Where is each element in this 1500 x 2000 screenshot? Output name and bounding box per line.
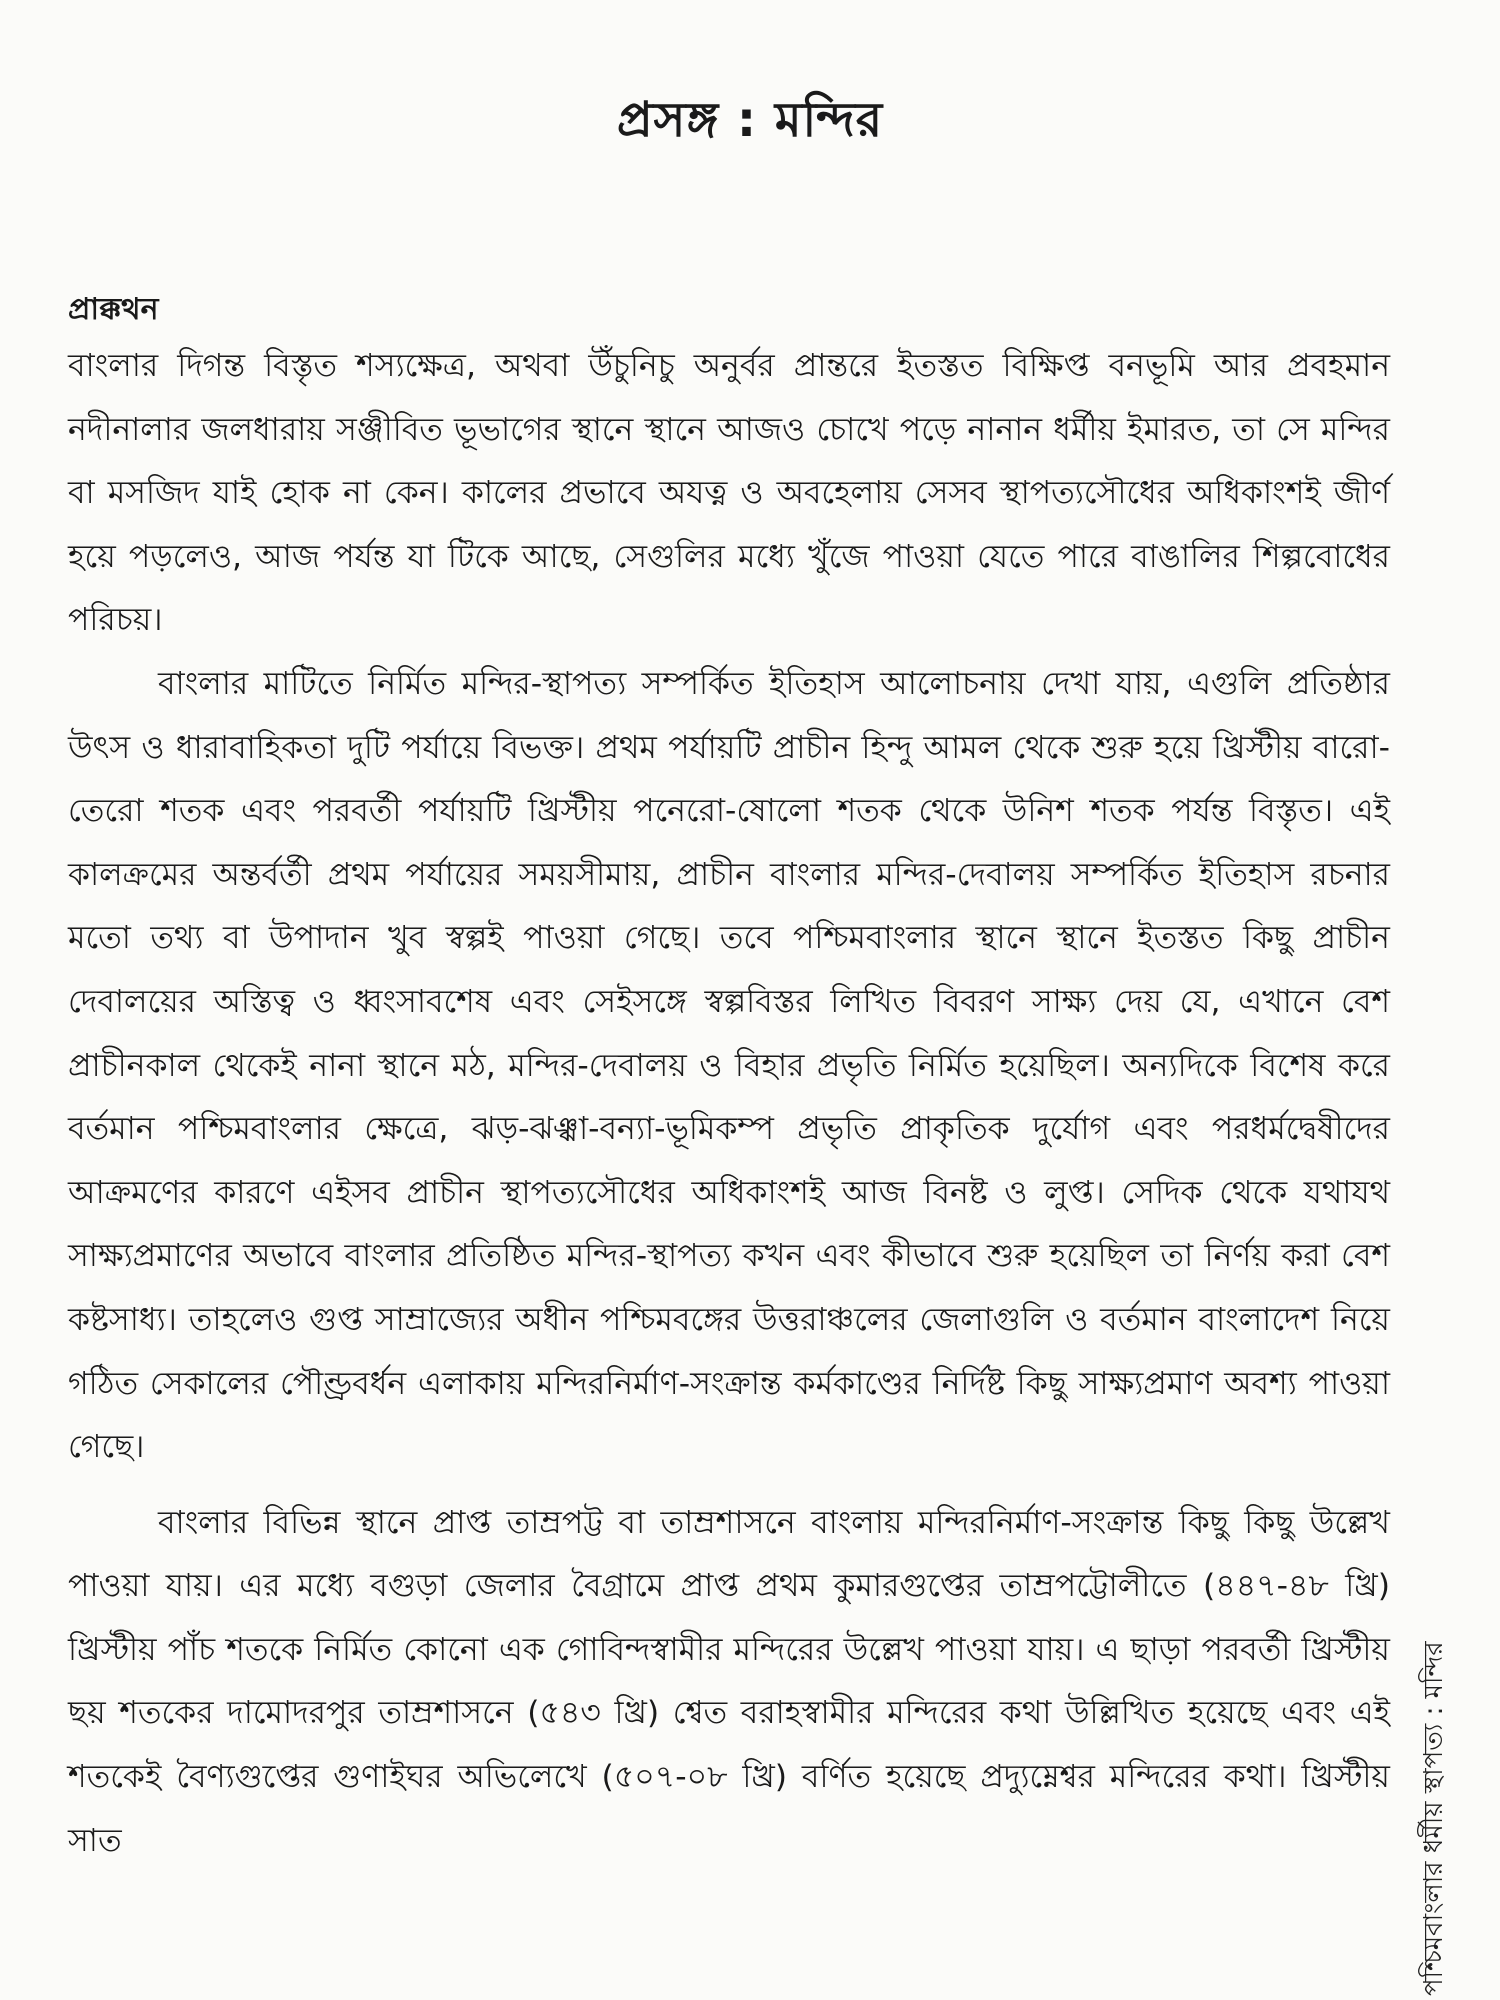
paragraph-1: বাংলার দিগন্ত বিস্তৃত শস্যক্ষেত্র, অথবা উঁচুনিচু অনুর্বর প্রান্তরে ইতস্তত বিক্ষিপ্ত বনভূমি আর প্রবহমান নদীনালার জলধারায় সঞ্জীবিত ভূভাগের স্থানে স্থানে আজও চোখে পড়ে নানান ধর্মীয় ইমারত, তা সে মন্দির বা মসজিদ যাই হোক না কেন। কালের প্রভাবে অযত্ন ও অবহেলায় সেসব স্থাপত্যসৌধের অধিকাংশই জীর্ণ হয়ে পড়লেও, আজ পর্যন্ত যা টিকে আছে, সেগুলির মধ্যে খুঁজে পাওয়া যেতে পারে বাঙালির শিল্পবোধের পরিচয়। [68, 348, 1390, 639]
side-header-text: পশ্চিমবাংলার ধর্মীয় স্থাপত্য : মন্দির [1419, 1641, 1449, 1996]
section-heading: প্রাক্কথন [68, 292, 159, 327]
document-body [68, 285, 1390, 1873]
page-title: প্রসঙ্গ : মন্দির [616, 92, 884, 148]
paragraph-2: বাংলার মাটিতে নির্মিত মন্দির-স্থাপত্য সম্পর্কিত ইতিহাস আলোচনায় দেখা যায়, এগুলি প্রতিষ্ঠার উৎস ও ধারাবাহিকতা দুটি পর্যায়ে বিভক্ত। প্রথম পর্যায়টি প্রাচীন হিন্দু আমল থেকে শুরু হয়ে খ্রিস্টীয় বারো-তেরো শতক এবং পরবর্তী পর্যায়টি খ্রিস্টীয় পনেরো-ষোলো শতক থেকে উনিশ শতক পর্যন্ত বিস্তৃত। এই কালক্রমের অন্তর্বর্তী প্রথম পর্যায়ের সময়সীমায়, প্রাচীন বাংলার মন্দির-দেবালয় সম্পর্কিত ইতিহাস রচনার মতো তথ্য বা উপাদান খুব স্বল্পই পাওয়া গেছে। তবে পশ্চিমবাংলার স্থানে স্থানে ইতস্তত কিছু প্রাচীন দেবালয়ের অস্তিত্ব ও ধ্বংসাবশেষ এবং সেইসঙ্গে স্বল্পবিস্তর লিখিত বিবরণ সাক্ষ্য দেয় যে, এখানে বেশ প্রাচীনকাল থেকেই নানা স্থানে মঠ, মন্দির-দেবালয় ও বিহার প্রভৃতি নির্মিত হয়েছিল। অন্যদিকে বিশেষ করে বর্তমান পশ্চিমবাংলার ক্ষেত্রে, ঝড়-ঝঞ্ঝা-বন্যা-ভূমিকম্প প্রভৃতি প্রাকৃতিক দুর্যোগ এবং পরধর্মদ্বেষীদের আক্রমণের কারণে এইসব প্রাচীন স্থাপত্যসৌধের অধিকাংশই আজ বিনষ্ট ও লুপ্ত। সেদিক থেকে যথাযথ সাক্ষ্যপ্রমাণের অভাবে বাংলার প্রতিষ্ঠিত মন্দির-স্থাপত্য কখন এবং কীভাবে শুরু হয়েছিল তা নির্ণয় করা বেশ কষ্টসাধ্য। তাহলেও গুপ্ত সাম্রাজ্যের অধীন পশ্চিমবঙ্গের উত্তরাঞ্চলের জেলাগুলি ও বর্তমান বাংলাদেশ নিয়ে গঠিত সেকালের পৌণ্ড্রবর্ধন এলাকায় মন্দিরনির্মাণ-সংক্রান্ত কর্মকাণ্ডের নির্দিষ্ট কিছু সাক্ষ্যপ্রমাণ অবশ্য পাওয়া গেছে। [68, 665, 1390, 1466]
running-side-header [1414, 1440, 1454, 1996]
paragraph-3: বাংলার বিভিন্ন স্থানে প্রাপ্ত তাম্রপট্ট বা তাম্রশাসনে বাংলায় মন্দিরনির্মাণ-সংক্রান্ত কিছু কিছু উল্লেখ পাওয়া যায়। এর মধ্যে বগুড়া জেলার বৈগ্রামে প্রাপ্ত প্রথম কুমারগুপ্তের তাম্রপট্টোলীতে (৪৪৭-৪৮ খ্রি) খ্রিস্টীয় পাঁচ শতকে নির্মিত কোনো এক গোবিন্দস্বামীর মন্দিরের উল্লেখ পাওয়া যায়। এ ছাড়া পরবর্তী খ্রিস্টীয় ছয় শতকের দামোদরপুর তাম্রশাসনে (৫৪৩ খ্রি) শ্বেত বরাহস্বামীর মন্দিরের কথা উল্লিখিত হয়েছে এবং এই শতকেই বৈণ্যগুপ্তের গুণাইঘর অভিলেখে (৫০৭-০৮ খ্রি) বর্ণিত হয়েছে প্রদ্যুম্নেশ্বর মন্দিরের কথা। খ্রিস্টীয় সাত [68, 1504, 1390, 1859]
